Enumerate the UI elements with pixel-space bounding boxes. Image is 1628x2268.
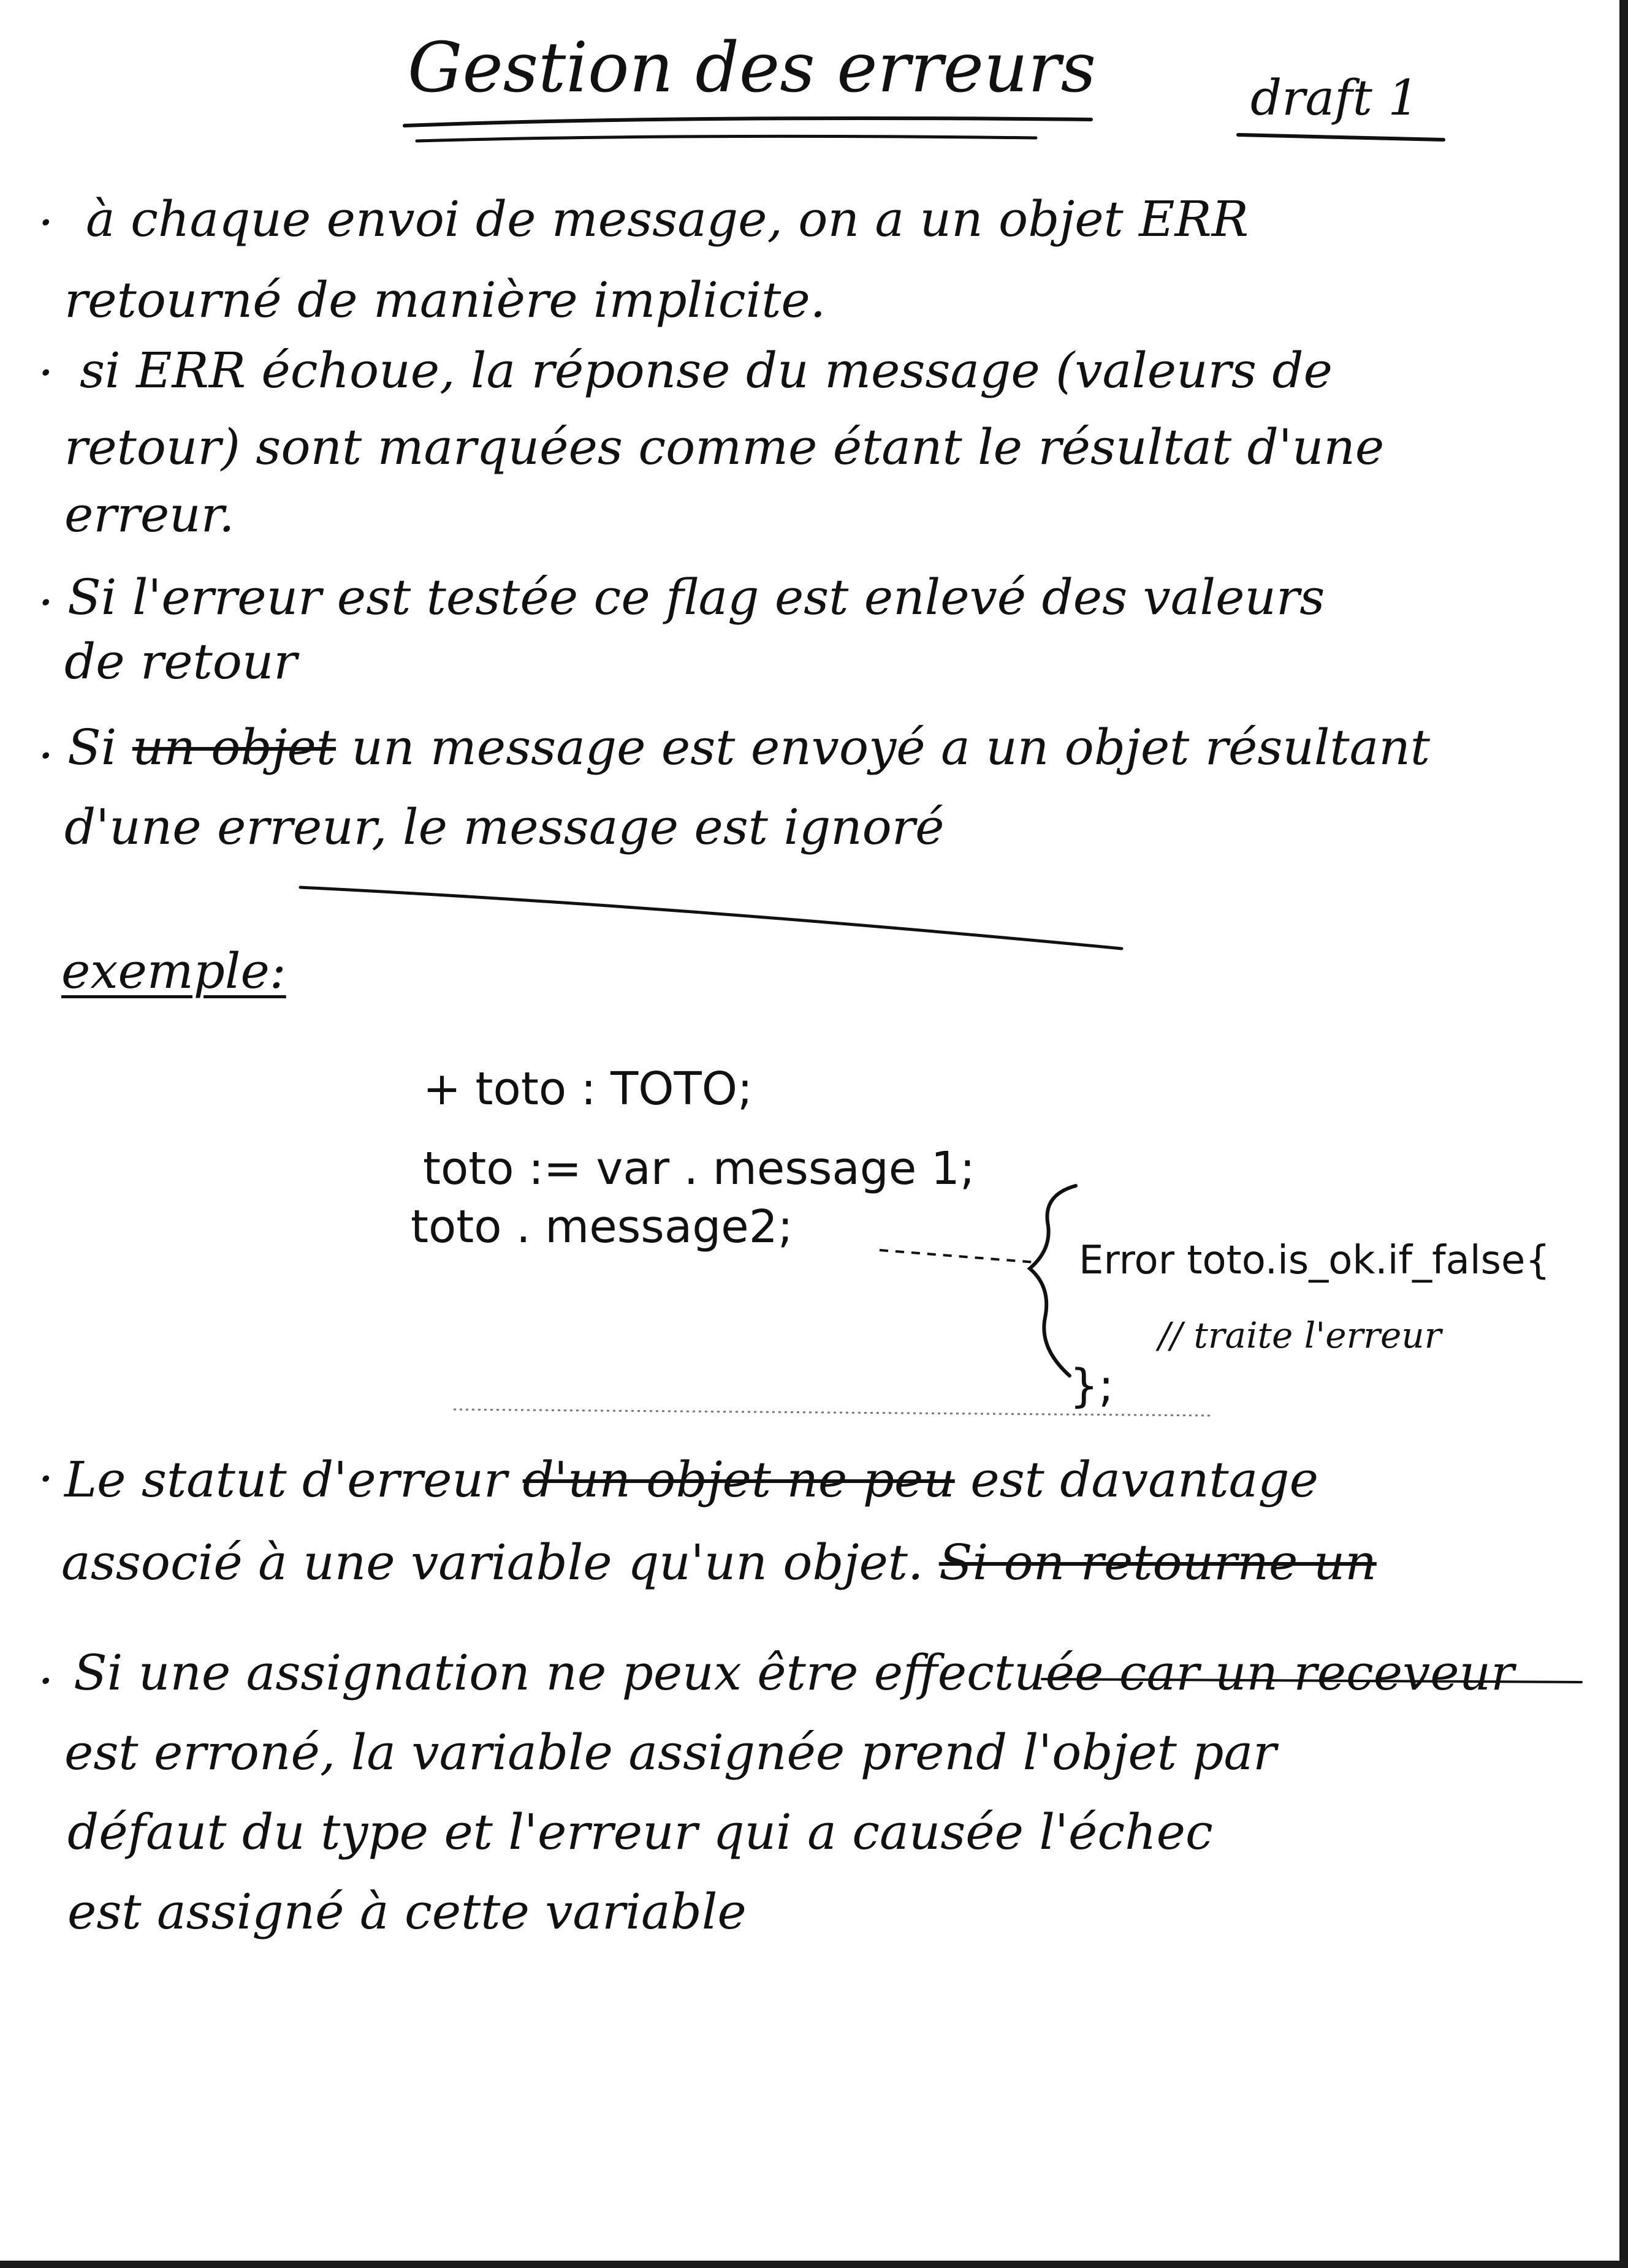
bullet-2-line-2: retour) sont marquées comme étant le résultat d'une [64,419,1385,476]
bullet-5-line-2 [61,1534,1377,1591]
bullet-2-line-1: si ERR échoue, la réponse du message (valeurs de [80,342,1333,399]
bullet-marker: . [38,559,54,616]
bullet-4-line-1-start: Si [67,719,117,776]
bullet-6-line-2: est erroné, la variable assignée prend l'objet par [64,1724,1277,1781]
code-comment: // traite l'erreur [1158,1314,1442,1356]
error-handler-line: Error toto.is_ok.if_false{ [1079,1238,1551,1283]
bullet-marker: . [38,180,54,237]
bullet-5-line-1 [64,1451,1318,1508]
title-underline [405,118,1091,126]
bullet-marker: . [38,713,54,770]
draft-underline [1238,135,1444,140]
section-separator-line [300,887,1122,949]
bullet-2-line-3: erreur. [64,486,235,543]
bullet-1-line-2: retourné de manière implicite. [64,271,826,328]
struck-text: un objet [132,719,336,776]
bullet-4-line-2: d'une erreur, le message est ignoré [64,798,945,855]
code-line-3: toto . message2; [411,1200,793,1253]
bullet-4-line-1 [67,719,1431,776]
code-close: }; [1070,1360,1114,1413]
code-line-1: + toto : TOTO; [423,1063,753,1115]
bullet-3-line-1: Si l'erreur est testée ce flag est enlevé des valeurs [67,569,1325,626]
bullet-1-line-1: à chaque envoi de message, on a un objet ERR [86,191,1249,248]
bullet-6-line-3: défaut du type et l'erreur qui a causée l'échec [67,1803,1213,1860]
struck-text: Si on retourne un [938,1534,1377,1591]
bullet-5-line-1-start: Le statut d'erreur [64,1451,508,1508]
scan-edge-bottom [0,2261,1628,2268]
code-dashed-connector [880,1250,1036,1262]
bullet-marker: . [38,330,54,387]
example-heading: exemple: [61,942,286,999]
page-title: Gestion des erreurs [408,28,1097,108]
bullet-marker: . [38,1436,54,1493]
bullet-6-line-1: Si une assignation ne peux être effectuée car un receveur [74,1644,1515,1701]
code-line-2: toto := var . message 1; [423,1142,975,1195]
bullet-marker: . [38,1638,54,1695]
bullet-5-line-1-end: est davantage [970,1451,1318,1508]
bullet-6-line-4: est assigné à cette variable [67,1883,747,1940]
bullet-3-line-2: de retour [64,633,297,690]
bullet-5-line-2-start: associé à une variable qu'un objet. [61,1534,924,1591]
struck-text: d'un objet ne peu [522,1451,955,1508]
draft-label: draft 1 [1250,69,1420,126]
bullet-4-line-1-end: un message est envoyé a un objet résultant [351,719,1431,776]
title-underline-2 [417,136,1036,141]
scan-edge-right [1619,0,1628,2268]
curly-brace-icon [1030,1186,1076,1376]
